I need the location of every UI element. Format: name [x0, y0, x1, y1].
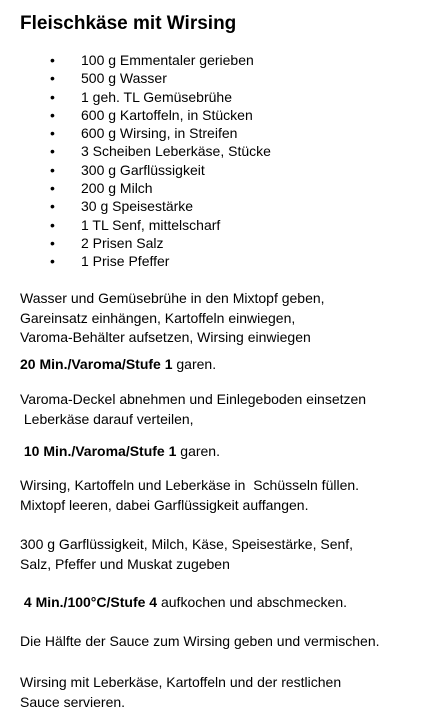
bullet-icon: •	[50, 161, 55, 178]
step-line: Wirsing, Kartoffeln und Leberkäse in Schüsseln füllen.	[20, 477, 360, 493]
step-line: Die Hälfte der Sauce zum Wirsing geben und vermischen.	[20, 633, 380, 649]
bullet-icon: •	[50, 143, 55, 160]
step-line	[20, 355, 216, 375]
ingredient-text: 2 Prisen Salz	[81, 234, 164, 251]
step-line: Sauce servieren.	[20, 693, 126, 710]
step-line	[20, 593, 347, 613]
step-line: Varoma-Behälter aufsetzen, Wirsing einwiegen	[20, 329, 311, 345]
step-setting: 20 Min./Varoma/Stufe 1	[20, 356, 173, 372]
step-paragraph-9	[20, 673, 341, 712]
bullet-icon: •	[50, 180, 55, 197]
step-line: 300 g Garflüssigkeit, Milch, Käse, Speisestärke, Senf,	[20, 536, 354, 552]
ingredient-text: 1 geh. TL Gemüsebrühe	[81, 88, 232, 105]
page-title: Fleischkäse mit Wirsing	[20, 13, 237, 34]
step-paragraph-5	[20, 476, 359, 515]
step-paragraph-4	[20, 442, 220, 462]
ingredient-text: 1 Prise Pfeffer	[81, 253, 170, 270]
step-paragraph-8	[20, 632, 380, 652]
ingredient-text: 1 TL Senf, mittelscharf	[81, 216, 221, 233]
bullet-icon: •	[50, 234, 55, 251]
step-paragraph-1	[20, 289, 325, 348]
bullet-icon: •	[50, 88, 55, 105]
ingredient-text: 600 g Kartoffeln, in Stücken	[81, 106, 253, 123]
ingredient-text: 300 g Garflüssigkeit	[81, 161, 205, 178]
step-paragraph-6	[20, 535, 353, 574]
step-line: Salz, Pfeffer und Muskat zugeben	[20, 555, 230, 572]
step-paragraph-3	[20, 390, 366, 429]
bullet-icon: •	[50, 70, 55, 87]
step-text: garen.	[172, 356, 217, 372]
bullet-icon: •	[50, 52, 55, 68]
step-text: aufkochen und abschmecken.	[157, 594, 347, 610]
ingredient-text: 30 g Speisestärke	[81, 198, 194, 215]
step-setting: 10 Min./Varoma/Stufe 1	[20, 443, 177, 459]
step-line: Wasser und Gemüsebrühe in den Mixtopf geben,	[20, 290, 325, 306]
step-line	[20, 442, 220, 462]
bullet-icon: •	[50, 216, 55, 233]
ingredient-text: 600 g Wirsing, in Streifen	[81, 125, 238, 142]
bullet-icon: •	[50, 125, 55, 142]
step-setting: 4 Min./100°C/Stufe 4	[20, 594, 158, 610]
ingredient-text: 200 g Milch	[81, 180, 153, 197]
step-line: Leberkäse darauf verteilen,	[20, 410, 194, 427]
step-line: Mixtopf leeren, dabei Garflüssigkeit auffangen.	[20, 496, 309, 513]
ingredient-text: 100 g Emmentaler gerieben	[81, 52, 254, 68]
bullet-icon: •	[50, 253, 55, 270]
bullet-icon: •	[50, 106, 55, 123]
step-line: Varoma-Deckel abnehmen und Einlegeboden einsetzen	[20, 391, 367, 407]
step-paragraph-7	[20, 593, 347, 613]
step-text: garen.	[176, 443, 220, 459]
ingredient-text: 3 Scheiben Leberkäse, Stücke	[81, 143, 271, 160]
step-line: Gareinsatz einhängen, Kartoffeln einwiegen,	[20, 309, 296, 326]
step-line: Wirsing mit Leberkäse, Kartoffeln und der restlichen	[20, 674, 342, 690]
step-paragraph-2	[20, 355, 216, 375]
ingredient-text: 500 g Wasser	[81, 70, 167, 87]
bullet-icon: •	[50, 198, 55, 215]
